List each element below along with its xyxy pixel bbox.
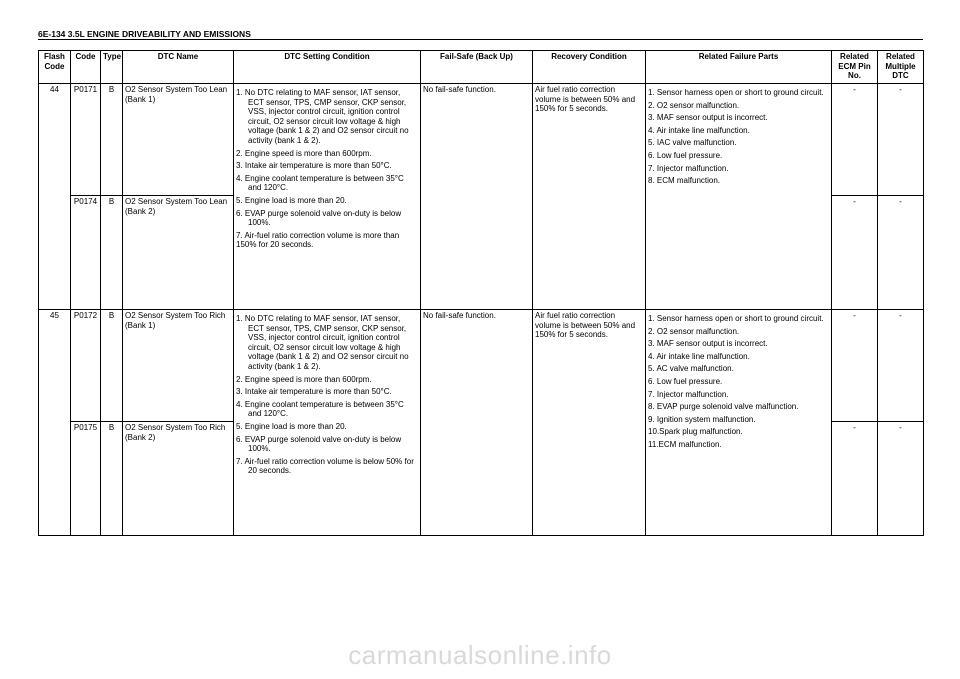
fail-safe-cell: No fail-safe function. (421, 310, 533, 536)
part-item: 6. Low fuel pressure. (648, 150, 723, 160)
dtc-code-cell: P0171 (71, 84, 101, 196)
failure-parts-cell (646, 84, 832, 310)
dtc-type-cell: B (101, 422, 123, 536)
condition-item: 2. Engine speed is more than 600rpm. (236, 374, 372, 384)
dtc-code-cell: P0174 (71, 196, 101, 310)
part-item: 11.ECM malfunction. (648, 439, 722, 449)
multiple-dtc-cell: - (878, 310, 924, 422)
condition-item: 4. Engine coolant temperature is between 35°C and 120°C. (236, 173, 404, 193)
part-item: 3. MAF sensor output is incorrect. (648, 339, 768, 349)
condition-item: 3. Intake air temperature is more than 50°C. (236, 387, 392, 397)
col-header-multiple-dtc: Related Multiple DTC (878, 51, 924, 84)
part-item: 1. Sensor harness open or short to ground circuit. (648, 314, 824, 323)
setting-condition-cell (234, 310, 421, 536)
table-row (39, 84, 924, 196)
recovery-cell: Air fuel ratio correction volume is between 50% and 150% for 5 seconds. (533, 310, 646, 536)
part-item: 2. O2 sensor malfunction. (648, 326, 740, 336)
dtc-type-cell: B (101, 196, 123, 310)
table-row (39, 310, 924, 422)
part-item: 9. Ignition system malfunction. (648, 414, 756, 424)
multiple-dtc-cell: - (878, 84, 924, 196)
dtc-name-cell: O2 Sensor System Too Rich (Bank 2) (123, 422, 234, 536)
dtc-type-cell: B (101, 84, 123, 196)
condition-item: 3. Intake air temperature is more than 50°C. (236, 161, 392, 171)
page-header: 6E-134 3.5L ENGINE DRIVEABILITY AND EMISSIONS (38, 29, 251, 39)
table-header-row (39, 51, 924, 84)
recovery-cell: Air fuel ratio correction volume is between 50% and 150% for 5 seconds. (533, 84, 646, 310)
part-item: 1. Sensor harness open or short to ground circuit. (648, 88, 824, 97)
dtc-code-cell: P0172 (71, 310, 101, 422)
condition-item: 5. Engine load is more than 20. (236, 421, 347, 431)
part-item: 7. Injector malfunction. (648, 163, 729, 173)
col-header-type: Type (101, 51, 123, 84)
col-header-flash-code: Flash Code (39, 51, 71, 84)
col-header-setting-condition: DTC Setting Condition (234, 51, 421, 84)
multiple-dtc-cell: - (878, 422, 924, 536)
condition-item: 5. Engine load is more than 20. (236, 195, 347, 205)
dtc-table (38, 50, 924, 536)
part-item: 8. ECM malfunction. (648, 176, 721, 186)
dtc-code-cell: P0175 (71, 422, 101, 536)
header-divider (38, 39, 923, 40)
setting-condition-cell (234, 84, 421, 310)
part-item: 10.Spark plug malfunction. (648, 427, 743, 437)
col-header-fail-safe: Fail-Safe (Back Up) (421, 51, 533, 84)
col-header-code: Code (71, 51, 101, 84)
condition-item: 1. No DTC relating to MAF sensor, IAT sensor, ECT sensor, TPS, CMP sensor, CKP sensor, VSS, injector control circuit, ignition control circuit, O2 sensor circuit low voltage & high voltage (bank 1 & 2) and O2 sensor circuit no activity (bank 1 & 2). (236, 88, 409, 145)
ecm-pin-cell: - (832, 196, 878, 310)
condition-item: 6. EVAP purge solenoid valve on-duty is below 100%. (236, 434, 402, 454)
dtc-name-cell: O2 Sensor System Too Lean (Bank 2) (123, 196, 234, 310)
part-item: 4. Air intake line malfunction. (648, 351, 750, 361)
dtc-type-cell: B (101, 310, 123, 422)
flash-code-cell: 45 (39, 310, 71, 536)
part-item: 5. AC valve malfunction. (648, 364, 734, 374)
ecm-pin-cell: - (832, 84, 878, 196)
col-header-recovery: Recovery Condition (533, 51, 646, 84)
part-item: 5. IAC valve malfunction. (648, 138, 737, 148)
condition-item: 1. No DTC relating to MAF sensor, IAT sensor, ECT sensor, TPS, CMP sensor, CKP sensor, VSS, injector control circuit, ignition control circuit, O2 sensor circuit low voltage & high voltage (bank 1 & 2) and O2 sensor circuit no activity (bank 1 & 2). (236, 314, 409, 371)
condition-item: 6. EVAP purge solenoid valve on-duty is below 100%. (236, 208, 402, 228)
part-item: 8. EVAP purge solenoid valve malfunction. (648, 402, 799, 412)
ecm-pin-cell: - (832, 310, 878, 422)
part-item: 7. Injector malfunction. (648, 389, 729, 399)
flash-code-cell: 44 (39, 84, 71, 310)
condition-item: 2. Engine speed is more than 600rpm. (236, 148, 372, 158)
col-header-failure-parts: Related Failure Parts (646, 51, 832, 84)
condition-item: 4. Engine coolant temperature is between 35°C and 120°C. (236, 399, 404, 419)
part-item: 4. Air intake line malfunction. (648, 125, 750, 135)
col-header-dtc-name: DTC Name (123, 51, 234, 84)
dtc-name-cell: O2 Sensor System Too Rich (Bank 1) (123, 310, 234, 422)
condition-item: 7. Air-fuel ratio correction volume is below 50% for 20 seconds. (236, 456, 414, 476)
multiple-dtc-cell: - (878, 196, 924, 310)
part-item: 2. O2 sensor malfunction. (648, 100, 740, 110)
col-header-ecm-pin: Related ECM Pin No. (832, 51, 878, 84)
failure-parts-cell (646, 310, 832, 536)
condition-item: 7. Air-fuel ratio correction volume is more than 150% for 20 seconds. (236, 230, 400, 250)
part-item: 3. MAF sensor output is incorrect. (648, 113, 768, 123)
dtc-name-cell: O2 Sensor System Too Lean (Bank 1) (123, 84, 234, 196)
fail-safe-cell: No fail-safe function. (421, 84, 533, 310)
part-item: 6. Low fuel pressure. (648, 376, 723, 386)
watermark: carmanualsonline.info (348, 640, 612, 670)
ecm-pin-cell: - (832, 422, 878, 536)
